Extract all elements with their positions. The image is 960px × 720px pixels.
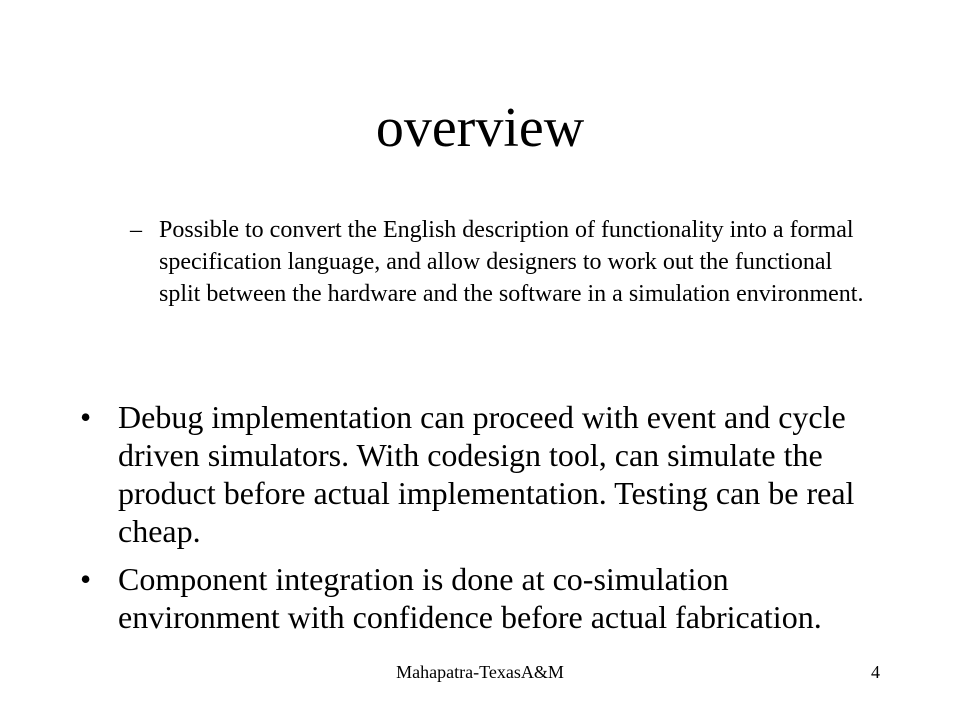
bullet-item <box>80 560 880 636</box>
sub-list-item <box>130 214 870 310</box>
bullet-list <box>80 398 880 646</box>
bullet-item <box>80 398 880 550</box>
slide-title: overview <box>375 97 585 159</box>
slide-footer: Mahapatra-TexasA&M <box>396 662 564 682</box>
bullet-text: Component integration is done at co-simulation environment with confidence before actual fabrication. <box>118 561 822 635</box>
dash-marker: – <box>130 217 142 243</box>
page-number: 4 <box>871 662 880 682</box>
bullet-marker: • <box>80 561 92 597</box>
bullet-text: Debug implementation can proceed with event and cycle driven simulators. With codesign tool, can simulate the product before actual implementation. Testing can be real cheap. <box>118 399 855 549</box>
sub-item-text: Possible to convert the English description of functionality into a formal specification language, and allow designers to work out the functional split between the hardware and the software in a simulation environment. <box>159 217 864 307</box>
bullet-marker: • <box>80 399 92 435</box>
